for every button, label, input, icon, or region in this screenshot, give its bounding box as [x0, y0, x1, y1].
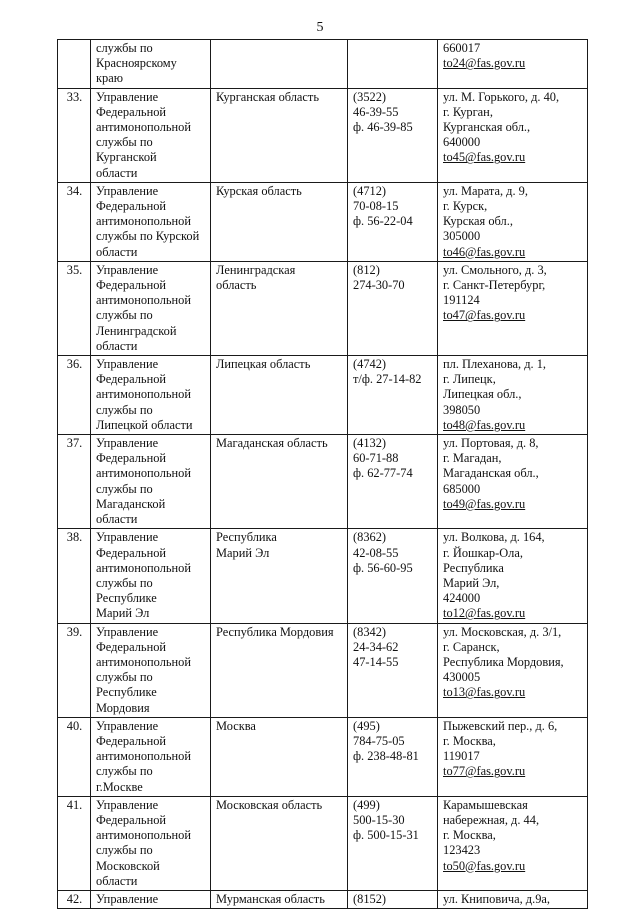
organization-name-line: антимонопольной [96, 828, 191, 843]
organization-name-line: службы по [96, 764, 153, 779]
organization-name [91, 890, 211, 908]
region-name [211, 261, 348, 355]
address-line: г. Йошкар-Ола, [443, 545, 523, 560]
address-line: г. Москва, [443, 828, 496, 843]
table-row [58, 796, 588, 890]
email-link[interactable]: to77@fas.gov.ru [443, 764, 526, 779]
address-line: пл. Плеханова, д. 1, [443, 357, 547, 372]
region-name-line: Марий Эл [216, 545, 270, 560]
address-line: 685000 [443, 481, 481, 496]
row-number: 39. [58, 623, 91, 717]
phone-numbers [348, 529, 438, 623]
organization-name-line: Управление [96, 357, 159, 372]
organization-name [91, 623, 211, 717]
phone-numbers [348, 890, 438, 908]
organization-name-line: Федеральной [96, 104, 167, 119]
address-line: ул. М. Горького, д. 40, [443, 89, 560, 104]
organization-name-line: Управление [96, 436, 159, 451]
organization-name-line: службы по Курской [96, 229, 200, 244]
address-line: Курганская обл., [443, 120, 531, 135]
phone-numbers-line: ф. 46-39-85 [353, 120, 413, 135]
row-number: 41. [58, 796, 91, 890]
address [438, 717, 588, 796]
organization-name-line: Управление [96, 183, 159, 198]
email-link[interactable]: to47@fas.gov.ru [443, 308, 526, 323]
row-number: 33. [58, 88, 91, 182]
address-line: 398050 [443, 402, 481, 417]
region-name [211, 623, 348, 717]
address-line: 123423 [443, 843, 481, 858]
region-name [211, 435, 348, 529]
phone-numbers-line: (3522) [353, 89, 387, 104]
address-line: Пыжевский пер., д. 6, [443, 718, 558, 733]
phone-numbers-line: 274-30-70 [353, 278, 405, 293]
address-line: Карамышевская [443, 797, 528, 812]
organization-name-line: Мордовия [96, 700, 150, 715]
row-number: 34. [58, 182, 91, 261]
organization-name [91, 435, 211, 529]
organization-name-line: области [96, 165, 138, 180]
phone-numbers [348, 796, 438, 890]
organization-name [91, 529, 211, 623]
organization-name [91, 796, 211, 890]
region-name-line: Магаданская область [216, 436, 328, 451]
organization-name-line: Федеральной [96, 733, 167, 748]
row-number: 38. [58, 529, 91, 623]
phone-numbers-line: (4712) [353, 183, 387, 198]
phone-numbers [348, 261, 438, 355]
table-row [58, 717, 588, 796]
organization-name-line: антимонопольной [96, 214, 191, 229]
region-name-line: Московская область [216, 797, 323, 812]
phone-numbers-line: ф. 56-22-04 [353, 214, 413, 229]
address-line: ул. Московская, д. 3/1, [443, 624, 562, 639]
organization-name-line: области [96, 873, 138, 888]
organization-name-line: Республике [96, 685, 157, 700]
row-number: 40. [58, 717, 91, 796]
region-name [211, 182, 348, 261]
organization-name-line: антимонопольной [96, 387, 191, 402]
phone-numbers-line: 46-39-55 [353, 104, 399, 119]
organization-name-line: Московской [96, 858, 160, 873]
region-name [211, 88, 348, 182]
region-name-line: Курганская область [216, 89, 320, 104]
phone-numbers [348, 623, 438, 717]
phone-numbers [348, 182, 438, 261]
address-line: ул. Книповича, д.9а, [443, 891, 550, 906]
phone-numbers-line: 24-34-62 [353, 639, 399, 654]
phone-numbers-line: (4132) [353, 436, 387, 451]
organization-name-line: Федеральной [96, 812, 167, 827]
phone-numbers-line: 70-08-15 [353, 199, 399, 214]
phone-numbers-line: (8342) [353, 624, 387, 639]
address-line: 640000 [443, 135, 481, 150]
organization-name-line: Республике [96, 591, 157, 606]
phone-numbers [348, 356, 438, 435]
address-line: г. Москва, [443, 733, 496, 748]
organization-name-line: антимонопольной [96, 560, 191, 575]
address-line: 660017 [443, 41, 481, 55]
phone-numbers-line: 47-14-55 [353, 654, 399, 669]
organization-name-line: Федеральной [96, 278, 167, 293]
organization-name [91, 261, 211, 355]
address-line: ул. Волкова, д. 164, [443, 530, 545, 545]
address-line: г. Курск, [443, 199, 488, 214]
phone-numbers-line: (8362) [353, 530, 387, 545]
organization-name [91, 356, 211, 435]
organization-name-line: Федеральной [96, 372, 167, 387]
phone-numbers-line: 500-15-30 [353, 812, 405, 827]
address-line: Курская обл., [443, 214, 513, 229]
phone-numbers-line: т/ф. 27-14-82 [353, 372, 422, 387]
address-line: г. Саранск, [443, 639, 500, 654]
address-line: набережная, д. 44, [443, 812, 540, 827]
organization-name-line: службы по [96, 481, 153, 496]
phone-numbers-line: (8152) [353, 891, 387, 906]
email-link[interactable]: to49@fas.gov.ru [443, 496, 526, 511]
phone-numbers-line: (499) [353, 797, 380, 812]
phone-numbers-line: (4742) [353, 357, 387, 372]
address-line: 119017 [443, 749, 480, 764]
organization-name-line: Марий Эл [96, 606, 150, 621]
organization-name-line: Управление [96, 262, 159, 277]
region-name [211, 356, 348, 435]
address-line: Магаданская обл., [443, 466, 539, 481]
organization-name-line: антимонопольной [96, 749, 191, 764]
phone-numbers [348, 717, 438, 796]
phone-numbers-line: 42-08-55 [353, 545, 399, 560]
organization-name-line: Федеральной [96, 545, 167, 560]
phone-numbers [348, 40, 438, 89]
table-row [58, 88, 588, 182]
organization-name-line: антимонопольной [96, 120, 191, 135]
row-number: 36. [58, 356, 91, 435]
table-row [58, 623, 588, 717]
organization-name-line: краю [96, 71, 123, 86]
address-line: г. Санкт-Петербург, [443, 278, 546, 293]
organization-name-line: области [96, 244, 138, 259]
address-line: 430005 [443, 670, 481, 685]
organization-name-line: Управление [96, 89, 159, 104]
organization-name-line: Управление [96, 530, 159, 545]
address [438, 356, 588, 435]
phone-numbers-line: 60-71-88 [353, 451, 399, 466]
phone-numbers [348, 88, 438, 182]
address-line: г. Липецк, [443, 372, 496, 387]
address [438, 182, 588, 261]
organization-name-line: службы по [96, 843, 153, 858]
organization-name-line: г.Москве [96, 779, 143, 794]
organization-name-line: области [96, 338, 138, 353]
region-name-line: Ленинградская [216, 262, 296, 277]
phone-numbers-line: ф. 500-15-31 [353, 828, 419, 843]
row-number: 35. [58, 261, 91, 355]
address [438, 435, 588, 529]
email-link[interactable]: to48@fas.gov.ru [443, 417, 526, 432]
organization-name-line: антимонопольной [96, 293, 191, 308]
fas-offices-table [57, 39, 588, 909]
row-number: 42. [58, 890, 91, 908]
email-link[interactable]: to45@fas.gov.ru [443, 150, 526, 165]
region-name [211, 40, 348, 89]
table-row [58, 890, 588, 908]
phone-numbers-line: ф. 62-77-74 [353, 466, 413, 481]
phone-numbers-line: 784-75-05 [353, 733, 405, 748]
address [438, 529, 588, 623]
phone-numbers [348, 435, 438, 529]
organization-name-line: Управление [96, 624, 159, 639]
address [438, 261, 588, 355]
organization-name-line: службы по [96, 575, 153, 590]
organization-name-line: службы по [96, 402, 153, 417]
organization-name-line: области [96, 512, 138, 527]
address [438, 40, 588, 89]
email-link[interactable]: to46@fas.gov.ru [443, 244, 526, 259]
organization-name-line: Курганской [96, 150, 157, 165]
region-name [211, 796, 348, 890]
region-name-line: область [216, 278, 257, 293]
organization-name [91, 182, 211, 261]
organization-name-line: службы по [96, 308, 153, 323]
table-row [58, 182, 588, 261]
address-line: г. Курган, [443, 104, 493, 119]
address-line: ул. Портовая, д. 8, [443, 436, 539, 451]
organization-name-line: Управление [96, 718, 159, 733]
table-row [58, 529, 588, 623]
organization-name-line: Ленинградской [96, 323, 177, 338]
page-number: 5 [316, 20, 324, 35]
row-number: 37. [58, 435, 91, 529]
address-line: 191124 [443, 293, 480, 308]
organization-name-line: службы по [96, 41, 153, 55]
email-link[interactable]: to12@fas.gov.ru [443, 606, 526, 621]
region-name-line: Москва [216, 718, 256, 733]
organization-name-line: службы по [96, 670, 153, 685]
region-name-line: Мурманская область [216, 891, 325, 906]
organization-name-line: Управление [96, 891, 159, 906]
region-name [211, 890, 348, 908]
address-line: Марий Эл, [443, 575, 500, 590]
row-number [58, 40, 91, 89]
organization-name [91, 717, 211, 796]
address-line: Республика Мордовия, [443, 654, 564, 669]
address [438, 890, 588, 908]
organization-name-line: Липецкой области [96, 417, 193, 432]
address [438, 88, 588, 182]
table-row [58, 261, 588, 355]
organization-name-line: Федеральной [96, 451, 167, 466]
organization-name [91, 88, 211, 182]
region-name-line: Республика Мордовия [216, 624, 334, 639]
address-line: 305000 [443, 229, 481, 244]
organization-name-line: службы по [96, 135, 153, 150]
address [438, 623, 588, 717]
organization-name-line: Управление [96, 797, 159, 812]
address-line: ул. Смольного, д. 3, [443, 262, 547, 277]
organization-name-line: Федеральной [96, 639, 167, 654]
phone-numbers-line: ф. 238-48-81 [353, 749, 419, 764]
organization-name-line: Магаданской [96, 496, 166, 511]
region-name [211, 717, 348, 796]
organization-name [91, 40, 211, 89]
region-name [211, 529, 348, 623]
table-row [58, 435, 588, 529]
organization-name-line: антимонопольной [96, 466, 191, 481]
address [438, 796, 588, 890]
table-row [58, 40, 588, 89]
address-line: 424000 [443, 591, 481, 606]
organization-name-line: антимонопольной [96, 654, 191, 669]
organization-name-line: Федеральной [96, 199, 167, 214]
address-line: Республика [443, 560, 504, 575]
region-name-line: Липецкая область [216, 357, 311, 372]
address-line: ул. Марата, д. 9, [443, 183, 528, 198]
email-link[interactable]: to50@fas.gov.ru [443, 858, 526, 873]
region-name-line: Курская область [216, 183, 302, 198]
phone-numbers-line: (812) [353, 262, 380, 277]
phone-numbers-line: ф. 56-60-95 [353, 560, 413, 575]
email-link[interactable]: to13@fas.gov.ru [443, 685, 526, 700]
address-line: Липецкая обл., [443, 387, 522, 402]
phone-numbers-line: (495) [353, 718, 380, 733]
region-name-line: Республика [216, 530, 277, 545]
email-link[interactable]: to24@fas.gov.ru [443, 56, 526, 71]
table-row [58, 356, 588, 435]
organization-name-line: Красноярскому [96, 56, 177, 71]
address-line: г. Магадан, [443, 451, 502, 466]
